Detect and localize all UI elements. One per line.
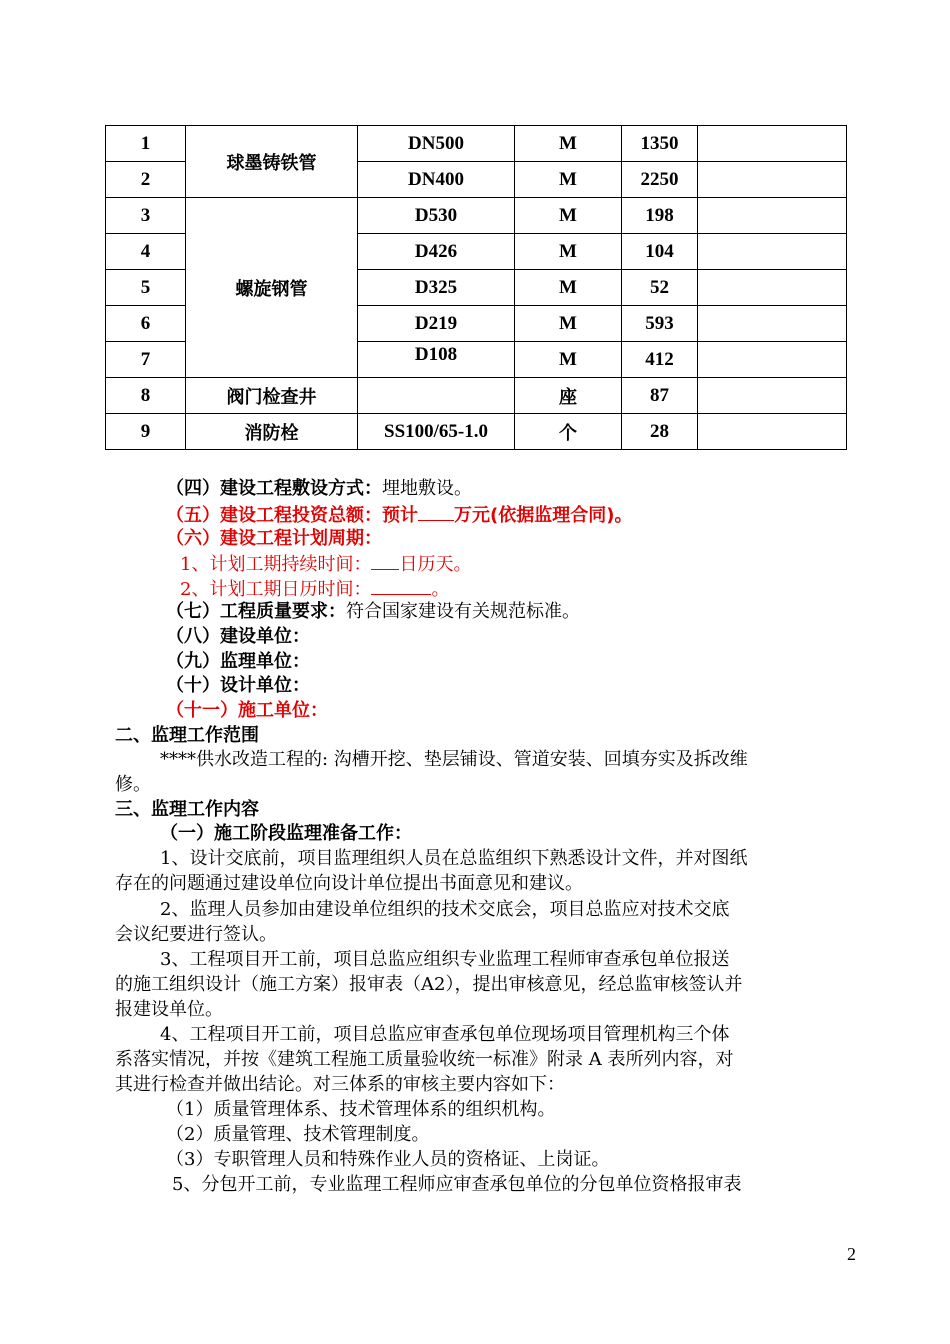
qty-cell: 2250 (622, 162, 698, 198)
note-cell (698, 162, 847, 198)
blank-field (371, 551, 399, 570)
unit-cell: M (515, 126, 622, 162)
paragraph-line: 2、监理人员参加由建设单位组织的技术交底会，项目总监应对技术交底 (160, 899, 730, 920)
material-name: 阀门检查井 (186, 378, 358, 414)
unit-cell: M (515, 234, 622, 270)
unit-cell: M (515, 342, 622, 378)
note-cell (698, 270, 847, 306)
list-item: （2）质量管理、技术管理制度。 (166, 1124, 430, 1145)
qty-cell: 1350 (622, 126, 698, 162)
blank-field (418, 502, 454, 521)
section-heading: 二、监理工作范围 (115, 725, 259, 746)
paragraph-line: ****供水改造工程的: 沟槽开挖、垫层铺设、管道安装、回填夯实及拆改维 (160, 749, 748, 770)
item-value: 万元(依据监理合同)。 (454, 505, 633, 526)
paragraph-line: 修。 (115, 774, 151, 795)
paragraph-line: 的施工组织设计（施工方案）报审表（A2），提出审核意见，经总监审核签认并 (115, 974, 743, 995)
table-row (106, 198, 847, 234)
material-name: 消防栓 (186, 414, 358, 450)
spec-cell: D530 (358, 198, 515, 234)
item-owner: （八）建设单位： (166, 626, 310, 647)
item-label: （七）工程质量要求： (166, 601, 346, 622)
paragraph-line: 1、设计交底前，项目监理组织人员在总监组织下熟悉设计文件，并对图纸 (160, 848, 748, 869)
item-value: 符合国家建设有关规范标准。 (346, 601, 580, 622)
row-no: 8 (106, 378, 186, 414)
row-no: 2 (106, 162, 186, 198)
item-label: （四）建设工程敷设方式： (166, 478, 382, 499)
unit-cell: 个 (515, 414, 622, 450)
page-number: 2 (847, 1244, 856, 1264)
qty-cell: 593 (622, 306, 698, 342)
note-cell (698, 378, 847, 414)
table-row (106, 378, 847, 414)
unit-cell: 座 (515, 378, 622, 414)
row-no: 7 (106, 342, 186, 378)
schedule-dates (180, 576, 449, 602)
item-investment (166, 502, 632, 528)
item-designer: （十）设计单位： (166, 675, 310, 696)
spec-cell: DN500 (358, 126, 515, 162)
blank-field (371, 576, 431, 595)
table-row (106, 414, 847, 450)
unit-cell: M (515, 198, 622, 234)
paragraph-line: 3、工程项目开工前，项目总监应组织专业监理工程师审查承包单位报送 (160, 949, 730, 970)
spec-cell: D108 (358, 342, 515, 378)
row-no: 1 (106, 126, 186, 162)
row-no: 6 (106, 306, 186, 342)
qty-cell: 87 (622, 378, 698, 414)
spec-cell: SS100/65-1.0 (358, 414, 515, 450)
spec-cell: DN400 (358, 162, 515, 198)
paragraph-line: 5、分包开工前，专业监理工程师应审查承包单位的分包单位资格报审表 (172, 1174, 742, 1195)
item-value: 埋地敷设。 (382, 478, 472, 499)
schedule-duration (180, 551, 471, 577)
qty-cell: 198 (622, 198, 698, 234)
qty-cell: 52 (622, 270, 698, 306)
qty-cell: 412 (622, 342, 698, 378)
paragraph-line: 报建设单位。 (115, 999, 223, 1020)
item-supervisor: （九）监理单位： (166, 651, 310, 672)
paragraph-line: 其进行检查并做出结论。对三体系的审核主要内容如下： (115, 1074, 565, 1095)
row-no: 3 (106, 198, 186, 234)
item-contractor: （十一）施工单位： (166, 700, 328, 721)
list-item: （3）专职管理人员和特殊作业人员的资格证、上岗证。 (166, 1149, 610, 1170)
row-no: 5 (106, 270, 186, 306)
item-schedule: （六）建设工程计划周期： (166, 528, 382, 549)
note-cell (698, 126, 847, 162)
table-row (106, 126, 847, 162)
paragraph-line: 会议纪要进行签认。 (115, 924, 277, 945)
spec-cell (358, 378, 515, 414)
spec-cell: D325 (358, 270, 515, 306)
item-label: （五）建设工程投资总额：预计 (166, 505, 418, 526)
row-no: 9 (106, 414, 186, 450)
material-name: 螺旋钢管 (186, 198, 358, 378)
material-name: 球墨铸铁管 (186, 126, 358, 198)
unit-cell: M (515, 306, 622, 342)
list-item: （1）质量管理体系、技术管理体系的组织机构。 (166, 1099, 556, 1120)
paragraph-line: 系落实情况，并按《建筑工程施工质量验收统一标准》附录 A 表所列内容，对 (115, 1049, 734, 1070)
qty-cell: 104 (622, 234, 698, 270)
note-cell (698, 342, 847, 378)
item-label: 1、计划工期持续时间： (180, 554, 372, 575)
note-cell (698, 306, 847, 342)
qty-cell: 28 (622, 414, 698, 450)
row-no: 4 (106, 234, 186, 270)
unit-cell: M (515, 162, 622, 198)
section-heading: 三、监理工作内容 (115, 799, 259, 820)
item-quality (166, 600, 580, 624)
material-table (105, 125, 847, 450)
note-cell (698, 234, 847, 270)
note-cell (698, 414, 847, 450)
paragraph-line: 存在的问题通过建设单位向设计单位提出书面意见和建议。 (115, 873, 583, 894)
item-laying-method (166, 477, 472, 501)
paragraph-line: 4、工程项目开工前，项目总监应审查承包单位现场项目管理机构三个体 (160, 1024, 730, 1045)
item-label: 2、计划工期日历时间： (180, 579, 372, 600)
item-value: 日历天。 (399, 554, 472, 575)
unit-cell: M (515, 270, 622, 306)
spec-cell: D219 (358, 306, 515, 342)
note-cell (698, 198, 847, 234)
spec-cell: D426 (358, 234, 515, 270)
subsection-heading: （一）施工阶段监理准备工作： (160, 823, 412, 844)
item-value: 。 (431, 579, 450, 600)
